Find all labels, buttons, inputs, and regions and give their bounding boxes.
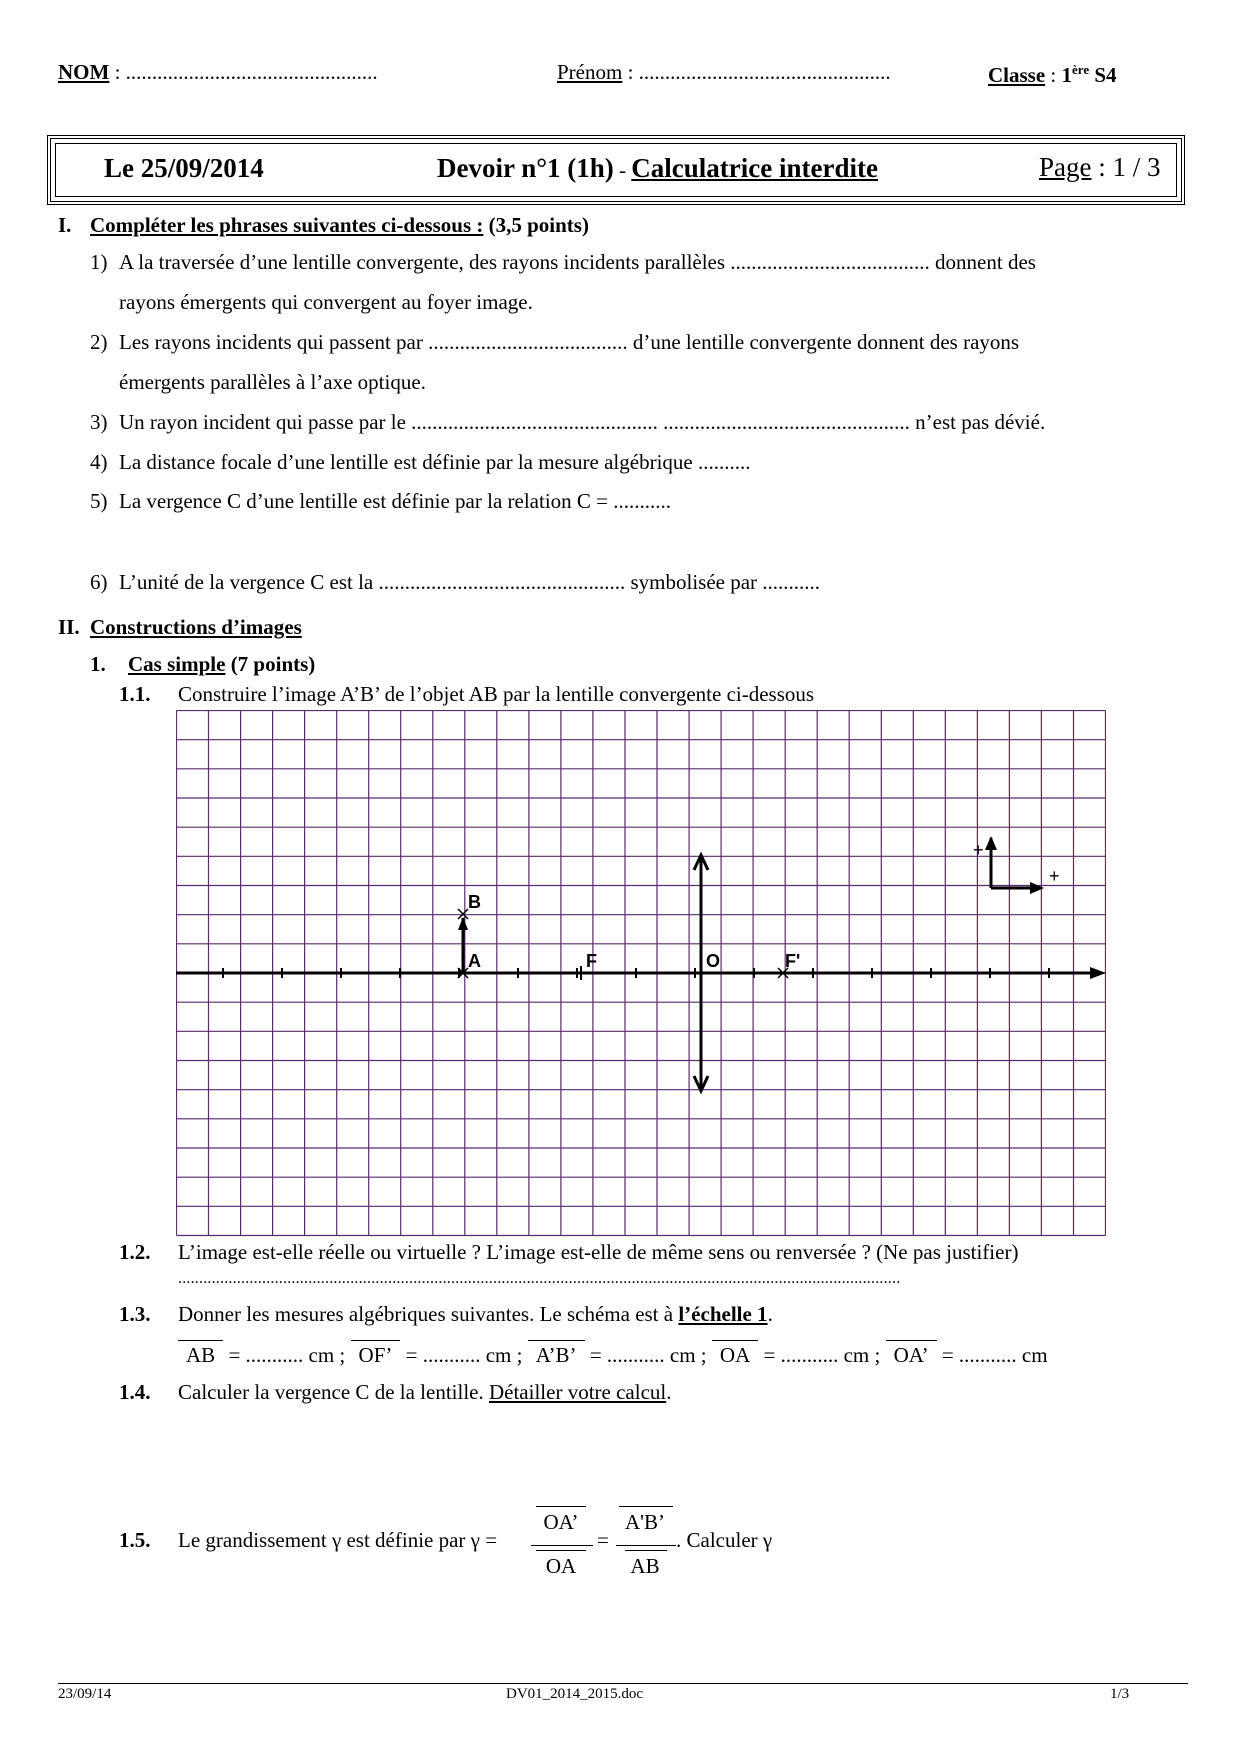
section2-title: Constructions d’images <box>90 615 302 639</box>
measure-blank: = ........... cm ; <box>758 1343 881 1367</box>
item-number: 2) <box>90 330 108 354</box>
plus-vertical: + <box>973 840 984 860</box>
label-o: O <box>706 951 721 971</box>
item-line: émergents parallèles à l’axe optique. <box>119 370 426 394</box>
measure-name: AB <box>178 1340 223 1368</box>
item-number: 5) <box>90 489 108 513</box>
frac1-numerator: OA’ <box>543 1510 579 1534</box>
measures-line <box>178 1340 1048 1368</box>
subsection-points: (7 points) <box>225 652 316 676</box>
devoir-label: Devoir n°1 (1h) <box>437 153 614 183</box>
q15-text: Le grandissement γ est définie par γ = <box>178 1528 498 1552</box>
item-number: 1) <box>90 250 108 274</box>
nom-label: NOM <box>58 60 110 84</box>
q14-detail: Détailler votre calcul <box>488 1380 667 1404</box>
page-value: : 1 / 3 <box>1091 152 1161 182</box>
axis-arrow-icon <box>1090 967 1106 979</box>
footer-page: 1/3 <box>1110 1686 1130 1702</box>
label-fprime: F' <box>785 951 801 971</box>
measure-blank: = ........... cm ; <box>223 1343 346 1367</box>
optics-diagram <box>176 710 1106 1243</box>
q14-end: . <box>666 1380 672 1404</box>
item-line: Les rayons incidents qui passent par ...................................... d’une lentille convergente donnent des rayons <box>119 330 1020 354</box>
section1-heading <box>90 213 589 238</box>
classe-colon: : <box>1045 63 1062 87</box>
label-a: A <box>468 951 481 971</box>
prenom-field <box>557 60 891 85</box>
item-number: 4) <box>90 450 108 474</box>
q14-prefix: Calculer la vergence C de la lentille. <box>178 1380 489 1404</box>
classe-label: Classe <box>988 63 1046 87</box>
plus-horizontal: + <box>1049 866 1060 886</box>
measure-name: OA’ <box>886 1340 937 1368</box>
section1-number: I. <box>58 213 72 237</box>
q11-text: Construire l’image A’B’ de l’objet AB par la lentille convergente ci-dessous <box>178 682 815 706</box>
measure-name: OF’ <box>351 1340 401 1368</box>
item-line: A la traversée d’une lentille convergente, des rayons incidents parallèles ...................................... donnent des <box>119 250 1036 274</box>
item-line: rayons émergents qui convergent au foyer image. <box>119 290 533 314</box>
object-arrow-icon <box>458 917 468 930</box>
label-f: F <box>586 951 597 971</box>
q15-number: 1.5. <box>119 1528 151 1552</box>
prenom-label: Prénom <box>557 60 623 84</box>
exam-date: Le 25/09/2014 <box>104 153 264 183</box>
frac1-denominator: OA <box>545 1554 577 1578</box>
q13-scale: l’échelle 1 <box>678 1302 768 1326</box>
q13-number: 1.3. <box>119 1302 151 1326</box>
q14-number: 1.4. <box>119 1380 151 1404</box>
section1-title: Compléter les phrases suivantes ci-dessous : <box>90 213 484 237</box>
measure-blank: = ........... cm ; <box>400 1343 523 1367</box>
label-b: B <box>468 892 481 912</box>
measure-name: OA <box>712 1340 758 1368</box>
frac1-overline-den <box>536 1550 586 1551</box>
item-number: 3) <box>90 410 108 434</box>
subsection-number: 1. <box>90 652 106 676</box>
item-line: La vergence C d’une lentille est définie par la relation C = ........... <box>119 489 672 513</box>
measure-blank: = ........... cm <box>936 1343 1048 1367</box>
optics-diagram-svg <box>176 710 1106 1237</box>
nom-value: : ................................................ <box>109 60 378 84</box>
page-label: Page <box>1039 152 1092 182</box>
classe-value: S4 <box>1089 63 1117 87</box>
prenom-value: : ................................................ <box>622 60 891 84</box>
footer-rule <box>58 1683 1188 1684</box>
page-indicator <box>1039 152 1161 183</box>
frac2-bar <box>616 1545 676 1546</box>
frac1-bar <box>531 1545 593 1546</box>
q13-text <box>178 1302 773 1327</box>
q12-answer-dots: ............................................................................................................................................................................ <box>178 1270 901 1287</box>
item-line: L’unité de la vergence C est la ............................................... symbolisée par ........... <box>119 570 821 594</box>
q12-text: L’image est-elle réelle ou virtuelle ? L’image est-elle de même sens ou renversée ? (Ne pas justifier) <box>178 1240 1019 1264</box>
frac2-overline-num <box>619 1506 673 1507</box>
frac2-overline-den <box>625 1550 667 1551</box>
frac1-overline-num <box>536 1506 586 1507</box>
exam-title <box>437 153 878 184</box>
q11-number: 1.1. <box>119 682 151 706</box>
q14-text <box>178 1380 671 1405</box>
nom-field <box>58 60 378 85</box>
q15-equals: = <box>597 1528 609 1552</box>
footer-date: 23/09/14 <box>58 1686 112 1702</box>
item-number: 6) <box>90 570 108 594</box>
q13-prefix: Donner les mesures algébriques suivantes. Le schéma est à <box>178 1302 679 1326</box>
classe-sup: ère <box>1072 62 1090 77</box>
frac2-denominator: AB <box>630 1554 660 1578</box>
classe-field <box>988 62 1117 88</box>
measure-blank: = ........... cm ; <box>584 1343 707 1367</box>
item-line: Un rayon incident qui passe par le ............................................... ............................................... n’est pas dévié. <box>119 410 1046 434</box>
q13-end: . <box>767 1302 773 1326</box>
subsection-heading <box>128 652 315 677</box>
sign-vertical-arrow-icon <box>985 836 997 850</box>
measure-name: A’B’ <box>528 1340 585 1368</box>
classe-num: 1 <box>1061 63 1073 87</box>
section1-points: (3,5 points) <box>483 213 589 237</box>
item-line: La distance focale d’une lentille est définie par la mesure algébrique .......... <box>119 450 751 474</box>
frac2-numerator: A'B’ <box>625 1510 665 1534</box>
footer-file: DV01_2014_2015.doc <box>506 1686 644 1702</box>
q12-number: 1.2. <box>119 1240 151 1264</box>
q15-end: . Calculer γ <box>676 1528 773 1552</box>
calc-label: Calculatrice interdite <box>631 153 878 183</box>
section2-number: II. <box>58 615 80 639</box>
subsection-title: Cas simple <box>128 652 226 676</box>
title-sep: - <box>613 158 632 182</box>
